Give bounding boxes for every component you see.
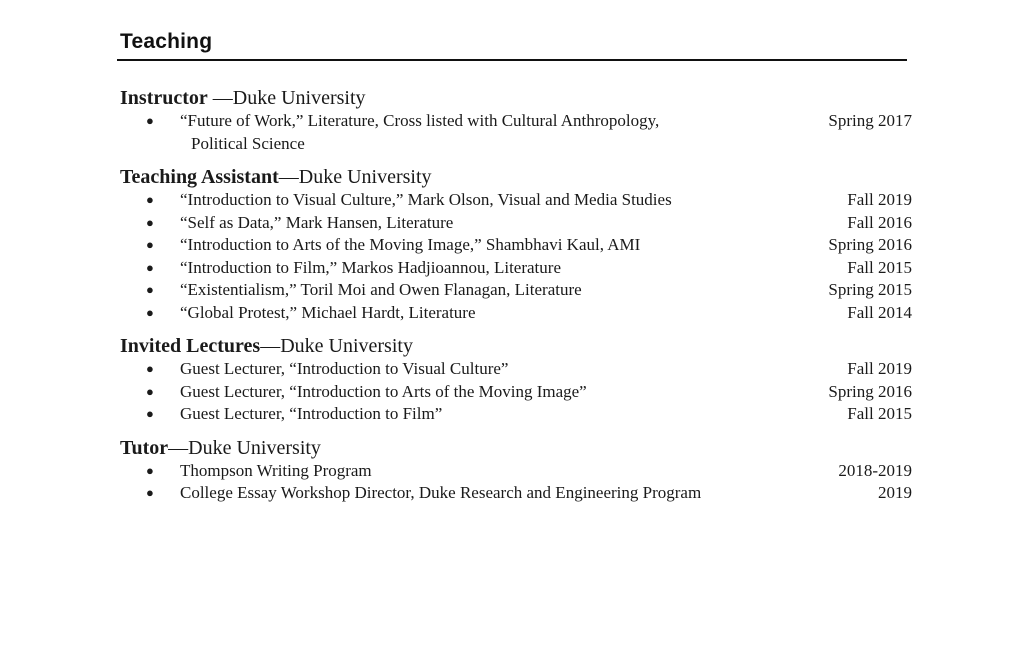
item-date: Spring 2017: [828, 111, 912, 130]
bullet-icon: ●: [146, 462, 154, 478]
item-text: Guest Lecturer, “Introduction to Film”: [180, 404, 443, 423]
item-text: Guest Lecturer, “Introduction to Arts of the Moving Image”: [180, 381, 587, 401]
entry-role: Invited Lectures: [120, 335, 261, 357]
list-item: [120, 302, 912, 325]
bullet-icon: ●: [146, 214, 154, 230]
entry-institution: Duke University: [232, 87, 366, 109]
item-text: Guest Lecturer, “Introduction to Visual Culture”: [180, 359, 509, 378]
item-text: “Global Protest,” Michael Hardt, Literature: [180, 302, 476, 322]
entry-institution: Duke University: [298, 166, 432, 188]
list-item: [120, 212, 912, 235]
bullet-icon: ●: [146, 237, 154, 252]
list-item: [120, 460, 912, 483]
item-date: Fall 2019: [847, 190, 912, 209]
entry-role: Teaching Assistant: [120, 166, 279, 188]
item-list: [120, 460, 912, 505]
item-date: 2018-2019: [838, 460, 912, 480]
entry-role: Instructor: [120, 87, 208, 109]
list-item: [120, 234, 912, 257]
list-item: [120, 403, 912, 426]
entry-instructor: [120, 86, 912, 155]
bullet-icon: ●: [146, 485, 154, 500]
item-date: Fall 2015: [847, 257, 912, 277]
entry-institution: Duke University: [280, 335, 413, 357]
item-text: “Introduction to Film,” Markos Hadjioannou, Literature: [180, 257, 561, 277]
item-date: Spring 2016: [828, 235, 912, 254]
section-title: Teaching: [120, 30, 213, 53]
bullet-icon: ●: [146, 361, 154, 376]
list-item: [120, 381, 912, 404]
entry-heading: [120, 165, 912, 189]
entry-heading: [120, 86, 912, 110]
entry-separator: —: [168, 436, 189, 459]
bullet-icon: ●: [146, 259, 154, 275]
entry-tutor: [120, 436, 912, 505]
section-divider: [117, 59, 907, 61]
item-list: [120, 358, 912, 426]
entry-separator: —: [260, 335, 281, 357]
list-item: [120, 482, 912, 505]
entry-separator: —: [207, 87, 233, 109]
item-text: College Essay Workshop Director, Duke Research and Engineering Program: [180, 483, 702, 502]
entry-invited-lectures: [120, 334, 912, 426]
list-item: [120, 358, 912, 381]
bullet-icon: ●: [146, 192, 154, 207]
item-text: [180, 111, 797, 155]
bullet-icon: ●: [146, 383, 154, 399]
item-text: Thompson Writing Program: [180, 460, 372, 480]
item-list: [120, 189, 912, 324]
bullet-icon: ●: [146, 406, 154, 421]
item-text-line: “Future of Work,” Literature, Cross listed with Cultural Anthropology,: [180, 111, 660, 130]
item-text-continuation: Political Science: [191, 133, 305, 153]
item-text: “Existentialism,” Toril Moi and Owen Flanagan, Literature: [180, 280, 582, 299]
item-date: Fall 2019: [847, 359, 912, 378]
entry-separator: —: [278, 166, 299, 188]
item-date: Spring 2015: [828, 280, 912, 299]
bullet-icon: ●: [146, 304, 154, 320]
item-text: “Introduction to Visual Culture,” Mark Olson, Visual and Media Studies: [180, 190, 672, 209]
item-date: 2019: [878, 483, 912, 502]
bullet-icon: ●: [146, 282, 154, 297]
item-date: Fall 2014: [847, 302, 912, 322]
entry-role: Tutor: [120, 436, 169, 459]
bullet-icon: ●: [146, 113, 154, 128]
list-item: [120, 279, 912, 302]
list-item: [120, 189, 912, 212]
entry-teaching-assistant: [120, 165, 912, 324]
item-date: Spring 2016: [828, 381, 912, 401]
item-text: “Introduction to Arts of the Moving Image,” Shambhavi Kaul, AMI: [180, 235, 641, 254]
entry-heading: [120, 334, 912, 358]
entry-heading: [120, 436, 912, 460]
teaching-entries: [120, 86, 912, 515]
item-date: Fall 2016: [847, 212, 912, 232]
list-item: [120, 110, 912, 155]
list-item: [120, 257, 912, 280]
item-date: Fall 2015: [847, 404, 912, 423]
entry-institution: Duke University: [188, 436, 321, 459]
item-list: [120, 110, 912, 155]
item-text: “Self as Data,” Mark Hansen, Literature: [180, 212, 454, 232]
